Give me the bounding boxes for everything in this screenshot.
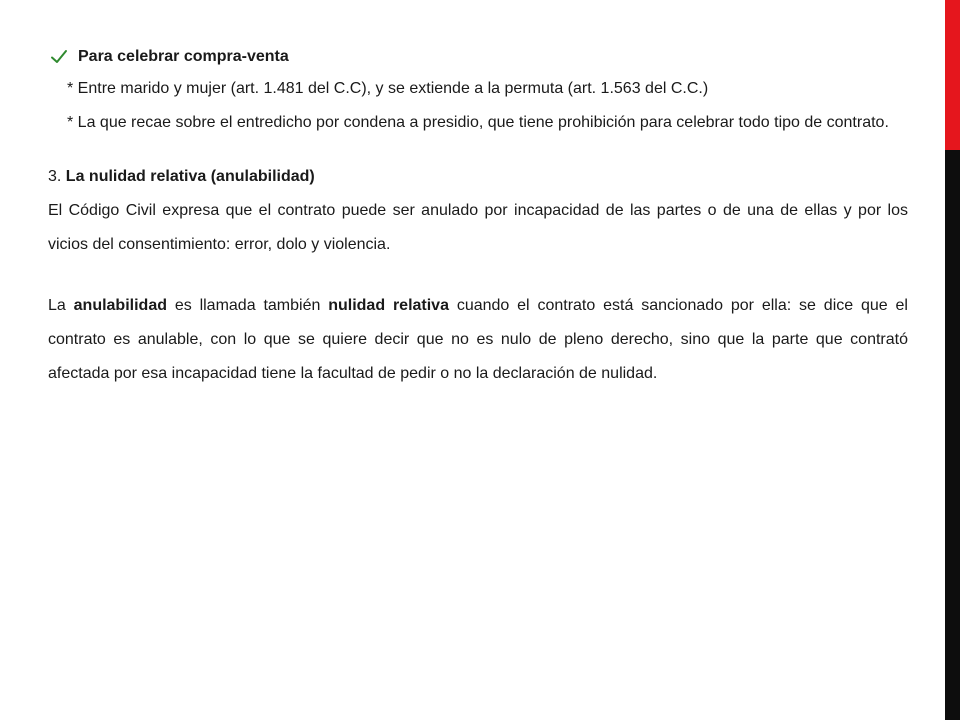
paragraph-2 [48,289,908,391]
section-title: La nulidad relativa (anulabilidad) [65,168,315,185]
slide-body [48,42,908,391]
section-number: 3. [48,168,66,185]
paragraph-2-text-c: cuando el contrato está sancionado por ella: se dice que el contrato es anulable, con lo que se quiere decir que no es nulo de pleno derecho, sino que la parte que contrató afectada por esa incapacidad tiene la facultad de pedir o no la declaración de nulidad. [48,297,908,382]
term-nulidad-relativa: nulidad relativa [328,297,449,314]
paragraph-1: El Código Civil expresa que el contrato puede ser anulado por incapacidad de las partes o de una de ellas y por los vicios del consentimiento: error, dolo y violencia. [48,202,908,253]
paragraph-2-text-b: es llamada también [166,297,329,314]
list-item-1: * Entre marido y mujer (art. 1.481 del C.C), y se extiende a la permuta (art. 1.563 del C.C.) [67,80,709,97]
term-anulabilidad: anulabilidad [73,297,167,314]
bullet-heading: Para celebrar compra-venta [78,48,289,65]
checkmark-icon [50,48,68,66]
accent-stripe-black [945,150,960,720]
list-item-2: * La que recae sobre el entredicho por condena a presidio, que tiene prohibición para celebrar todo tipo de contrato. [67,114,889,131]
accent-stripe-red [945,0,960,150]
paragraph-2-text-a: La [48,297,74,314]
bullet-heading-line [48,42,908,72]
section-heading [48,160,908,194]
